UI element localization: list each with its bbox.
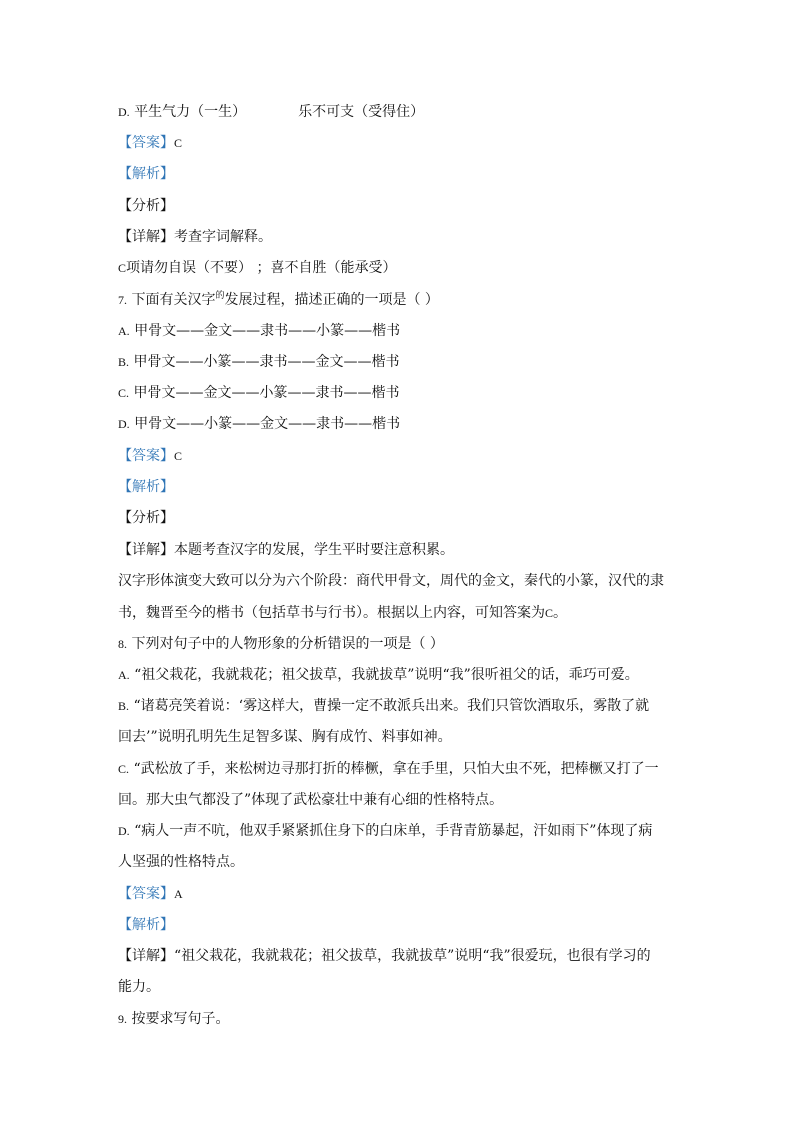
- q8-option-c: [118, 759, 678, 779]
- question-text-b: 发展过程，描述正确的一项是（ ）: [224, 292, 439, 308]
- question-number: 9.: [118, 1012, 127, 1026]
- question-text: 按要求写句子。: [131, 1011, 230, 1027]
- answer-tag: 【答案】: [118, 886, 174, 902]
- q8-xiangjie: [118, 946, 678, 966]
- option-text: 回。那大虫气都没了”体现了武松豪壮中兼有心细的性格特点。: [118, 792, 504, 808]
- question-text-sup: 的: [215, 291, 225, 301]
- answer-tag: 【答案】: [118, 135, 174, 151]
- paragraph-text: 汉字形体演变大致可以分为六个阶段：商代甲骨文，周代的金文，秦代的小篆，汉代的隶: [118, 573, 664, 589]
- xiangjie-tag: 【详解】: [118, 948, 174, 964]
- option-text: “武松放了手，来松树边寻那打折的棒橛，拿在手里，只怕大虫不死，把棒橛又打了一: [133, 761, 659, 777]
- option-letter: D.: [118, 824, 130, 838]
- q7-option-d: [118, 414, 678, 434]
- option-letter: C.: [118, 386, 130, 400]
- xiangjie-text: “祖父栽花，我就栽花；祖父拔草，我就拔草”说明“我”很爱玩，也很有学习的: [174, 948, 651, 964]
- q7-xiangjie: [118, 540, 678, 560]
- paragraph-end: 。: [553, 605, 568, 621]
- q8-option-d-cont: [118, 852, 678, 872]
- xiangjie-text: 本题考查汉字的发展，学生平时要注意积累。: [174, 542, 454, 558]
- answer-value: C: [174, 136, 183, 150]
- q6-option-d: [118, 102, 678, 122]
- detail-text: 项请勿自误（不要） ；喜不自胜（能承受）: [126, 260, 397, 276]
- option-letter: C.: [118, 762, 130, 776]
- q7-paragraph-line-1: [118, 571, 678, 591]
- option-letter: B.: [118, 699, 130, 713]
- option-letter: A.: [118, 668, 130, 682]
- question-number: 7.: [118, 293, 127, 307]
- paragraph-answer-letter: C: [545, 606, 554, 620]
- q7-fenxi: [118, 508, 678, 528]
- q8-option-b: [118, 696, 678, 716]
- option-text: 回去’”说明孔明先生足智多谋、胸有成竹、料事如神。: [118, 729, 452, 745]
- option-text-left: 平生气力（一生）: [134, 104, 247, 120]
- q6-answer: [118, 133, 678, 153]
- q7-stem: [118, 290, 678, 312]
- question-text-a: 下面有关汉字: [131, 292, 216, 308]
- option-letter: D.: [118, 417, 130, 431]
- option-text-right: 乐不可支（受得住）: [298, 104, 425, 120]
- fenxi-tag: 【分析】: [118, 198, 174, 214]
- q7-option-c: [118, 383, 678, 403]
- q6-xiangjie: [118, 227, 678, 247]
- question-text: 下列对句子中的人物形象的分析错误的一项是（ ）: [131, 636, 444, 652]
- option-text: “诸葛亮笑着说：‘雾这样大，曹操一定不敢派兵出来。我们只管饮酒取乐，雾散了就: [133, 698, 650, 714]
- q7-paragraph-line-2: [118, 603, 678, 623]
- q7-answer: [118, 446, 678, 466]
- option-letter: D.: [118, 105, 130, 119]
- xiangjie-tag: 【详解】: [118, 542, 174, 558]
- option-letter: A.: [118, 324, 130, 338]
- fenxi-tag: 【分析】: [118, 510, 174, 526]
- q6-fenxi: [118, 196, 678, 216]
- q6-jiexi: [118, 164, 678, 184]
- option-text: 甲骨文——小篆——隶书——金文——楷书: [133, 354, 400, 370]
- jiexi-tag: 【解析】: [118, 917, 174, 933]
- q7-option-b: [118, 352, 678, 372]
- option-text: 人坚强的性格特点。: [118, 854, 244, 870]
- q8-option-a: [118, 665, 678, 685]
- jiexi-tag: 【解析】: [118, 479, 174, 495]
- q7-option-a: [118, 321, 678, 341]
- q7-jiexi: [118, 477, 678, 497]
- question-number: 8.: [118, 637, 127, 651]
- detail-prefix: C: [118, 261, 127, 275]
- q8-answer: [118, 884, 678, 904]
- option-text: 甲骨文——小篆——金文——隶书——楷书: [134, 416, 401, 432]
- answer-value: A: [174, 887, 183, 901]
- option-text: 甲骨文——金文——隶书——小篆——楷书: [134, 323, 401, 339]
- q8-jiexi: [118, 915, 678, 935]
- jiexi-tag: 【解析】: [118, 166, 174, 182]
- q8-xiangjie-cont: [118, 977, 678, 997]
- xiangjie-text: 能力。: [118, 979, 160, 995]
- q8-option-d: [118, 821, 678, 841]
- q8-stem: [118, 634, 678, 654]
- q8-option-c-cont: [118, 790, 678, 810]
- q8-option-b-cont: [118, 727, 678, 747]
- q9-stem: [118, 1009, 678, 1029]
- q6-detail: [118, 258, 678, 278]
- answer-value: C: [174, 449, 183, 463]
- option-text: 甲骨文——金文——小篆——隶书——楷书: [133, 385, 400, 401]
- option-letter: B.: [118, 355, 130, 369]
- paragraph-text: 书，魏晋至今的楷书（包括草书与行书）。根据以上内容，可知答案为: [118, 605, 545, 621]
- xiangjie-tag: 【详解】: [118, 229, 174, 245]
- xiangjie-text: 考查字词解释。: [174, 229, 272, 245]
- option-text: “祖父栽花，我就栽花；祖父拔草，我就拔草”说明“我”很听祖父的话，乖巧可爱。: [134, 667, 639, 683]
- option-text: “病人一声不吭，他双手紧紧抓住身下的白床单，手背青筋暴起，汗如雨下”体现了病: [134, 823, 653, 839]
- answer-tag: 【答案】: [118, 448, 174, 464]
